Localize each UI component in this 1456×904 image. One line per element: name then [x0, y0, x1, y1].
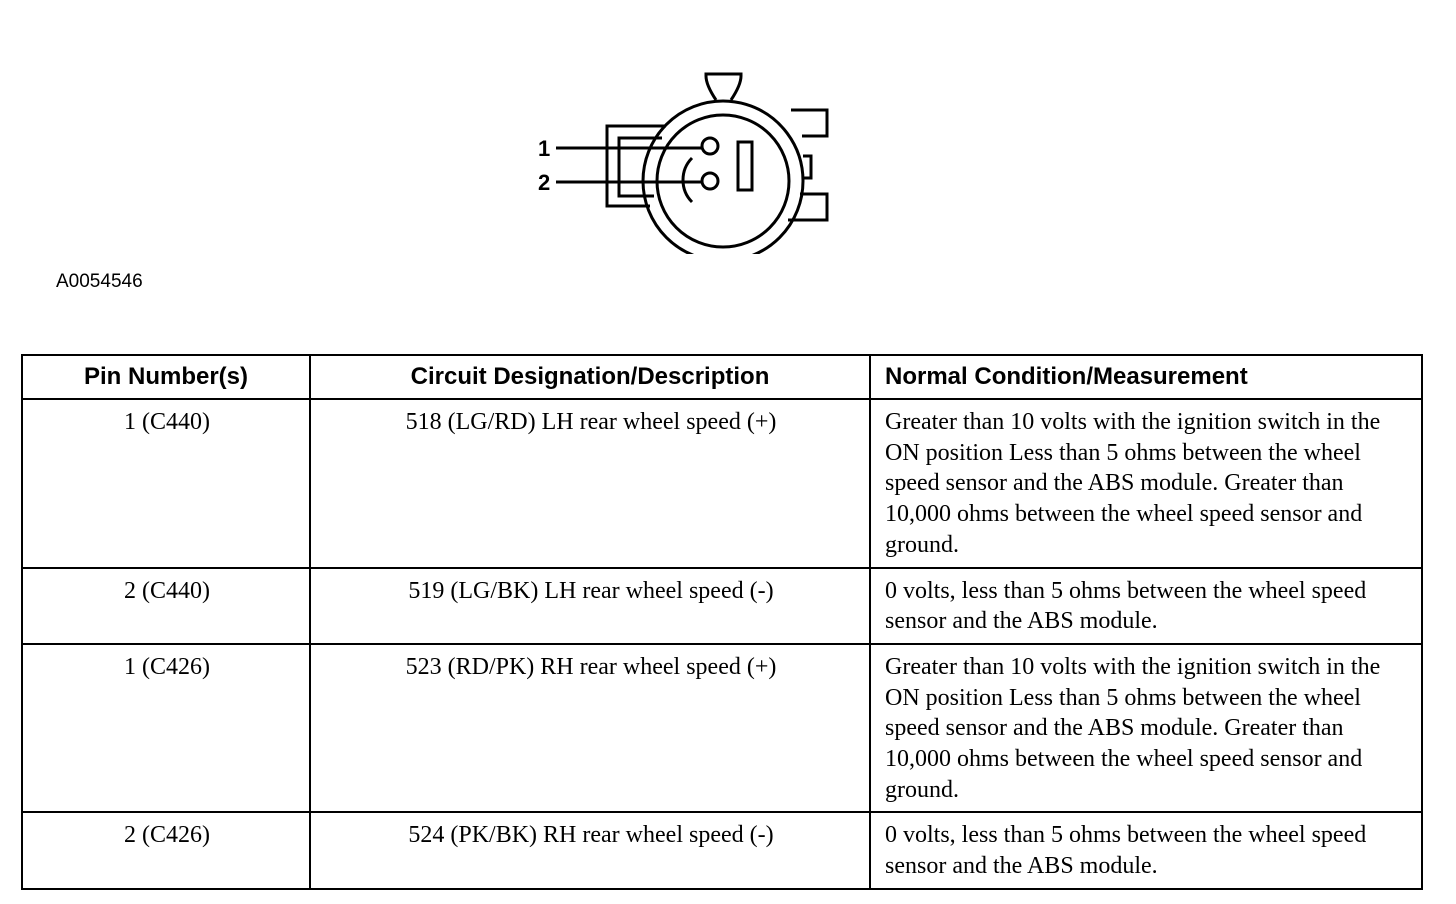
cell-pin-number: 2 (C426) [22, 812, 310, 888]
cell-circuit: 518 (LG/RD) LH rear wheel speed (+) [310, 399, 870, 568]
pin-1-cavity [702, 138, 718, 154]
pin-2-cavity [702, 173, 718, 189]
header-circuit-description: Circuit Designation/Description [310, 355, 870, 399]
header-pin-numbers: Pin Number(s) [22, 355, 310, 399]
table-row [22, 812, 1422, 888]
table-row [22, 644, 1422, 813]
figure-id: A0054546 [56, 271, 143, 292]
cell-circuit: 523 (RD/PK) RH rear wheel speed (+) [310, 644, 870, 813]
cell-condition: Greater than 10 volts with the ignition switch in the ON position Less than 5 ohms between the wheel speed sensor and the ABS module. Greater than 10,000 ohms between the wheel speed sensor and ground. [870, 644, 1422, 813]
pin-1-label: 1 [538, 136, 551, 161]
cell-pin-number: 1 (C440) [22, 399, 310, 568]
pin-2-label: 2 [538, 170, 551, 195]
table-header-row [22, 355, 1422, 399]
table-row [22, 568, 1422, 644]
cell-pin-number: 1 (C426) [22, 644, 310, 813]
pin-table [21, 354, 1423, 890]
cell-pin-number: 2 (C440) [22, 568, 310, 644]
blade-slot [738, 142, 752, 190]
connector-diagram [520, 64, 840, 254]
cell-circuit: 519 (LG/BK) LH rear wheel speed (-) [310, 568, 870, 644]
header-normal-condition: Normal Condition/Measurement [870, 355, 1422, 399]
cell-circuit: 524 (PK/BK) RH rear wheel speed (-) [310, 812, 870, 888]
connector-face-drawing [520, 64, 840, 254]
table-row [22, 399, 1422, 568]
cell-condition: Greater than 10 volts with the ignition switch in the ON position Less than 5 ohms between the wheel speed sensor and the ABS module. Greater than 10,000 ohms between the wheel speed sensor and ground. [870, 399, 1422, 568]
cell-condition: 0 volts, less than 5 ohms between the wheel speed sensor and the ABS module. [870, 568, 1422, 644]
cell-condition: 0 volts, less than 5 ohms between the wheel speed sensor and the ABS module. [870, 812, 1422, 888]
